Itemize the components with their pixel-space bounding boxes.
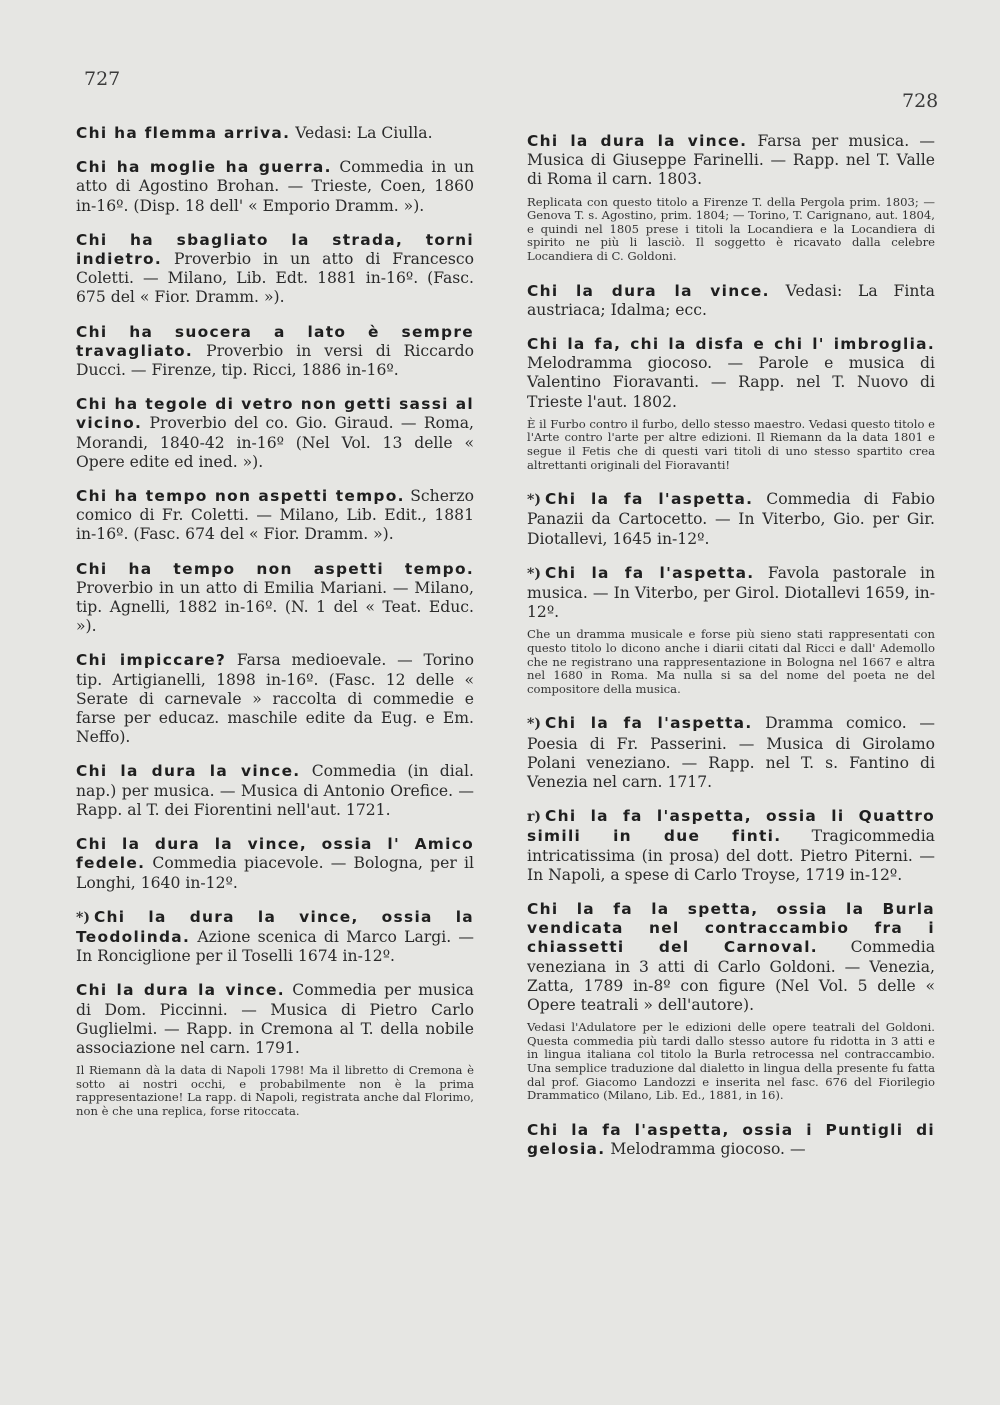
entry-body: Farsa per musica. — Musica di Giuseppe Farinelli. — Rapp. nel T. Valle di Roma il carn. 1803. [527,132,935,189]
entry-title: Chi ha tegole di vetro non getti sassi al vicino. [76,395,474,433]
entry-body: Proverbio in versi di Riccardo Ducci. — Firenze, tip. Ricci, 1886 in-16º. [76,341,474,380]
entry [76,231,474,308]
entry-body: Vedasi: La Finta austriaca; Idalma; ecc. [527,281,935,319]
entry-title: Chi la fa l'aspetta, ossia i Puntigli di gelosia. [527,1120,935,1158]
entry [527,564,935,623]
entry-body: Commedia veneziana in 3 atti di Carlo Goldoni. — Venezia, Zatta, 1789 in-8º con figure (Nel Vol. 5 delle « Opere teatrali » dell'autore). [527,938,935,1014]
entry-body: Scherzo comico di Fr. Coletti. — Milano, Lib. Edit., 1881 in-16º. (Fasc. 674 del « Fior. Dramm. »). [76,487,474,544]
entry-title: Chi la dura la vince. [76,981,285,1000]
entry-marker: *) [527,565,541,582]
page-number-left: 727 [84,68,121,90]
entry-marker: *) [527,716,541,733]
entry [527,132,935,190]
entry [527,490,935,549]
entry-title: Chi ha suocera a lato è sempre travagliato. [76,322,474,360]
entry-body: Commedia in un atto di Agostino Brohan. — Trieste, Coen, 1860 in-16º. (Disp. 18 dell' « Emporio Dramm. »). [76,158,474,215]
entry [527,900,935,1015]
entry [76,487,474,545]
entry-body: Commedia (in dial. nap.) per musica. — Musica di Antonio Orefice. — Rapp. al T. dei Fiorentini nell'aut. 1721. [76,762,474,819]
entry-body: Melodramma giocoso. — [605,1139,806,1158]
entry-body: Azione scenica di Marco Largi. — In Ronciglione per il Toselli 1674 in-12º. [76,927,474,966]
right-column [527,132,935,1174]
entry-title: Chi ha flemma arriva. [76,124,291,142]
entry [527,807,935,885]
entry-body: Commedia per musica di Dom. Piccinni. — Musica di Pietro Carlo Guglielmi. — Rapp. in Cremona al T. della nobile associazione nel carn. 1791. [76,981,474,1057]
entry-title: Chi la fa la spetta, ossia la Burla vendicata nel contraccambio fra i chiassetti del Carnoval. [527,899,935,957]
entry-body: Tragicommedia intricatissima (in prosa) del dott. Pietro Piterni. — In Napoli, a spese di Carlo Troyse, 1719 in-12º. [527,827,935,884]
entry-title: Chi ha moglie ha guerra. [76,158,332,177]
entry-body: Vedasi: La Ciulla. [290,124,433,142]
entry-title: Chi la fa l'aspetta. [544,490,754,509]
entry-title: Chi la fa l'aspetta. [544,714,753,733]
entry [76,835,474,893]
entry-note: Che un dramma musicale e forse più sieno stati rappresentati con questo titolo lo dicono anche i diarii citati dal Ricci e dall' Ademollo che ne registrano una rappresentazione in Bologna nel 1667 e altra nel 1680 in Roma. Ma nulla si sa del nome del poeta ne del compositore della musica. [527,627,935,696]
entry-note: Vedasi l'Adulatore per le edizioni delle opere teatrali del Goldoni. Questa commedia più tardi dallo stesso autore fu ridotta in 3 atti e in lingua italiana col titolo la Burla retrocessa nel contraccambio. Una semplice traduzione dal dialetto in lingua della presente fu fatta dal prof. Giacomo Landozzi e inserita nel fasc. 676 del Fiorilegio Drammatico (Milano, Lib. Ed., 1881, in 16). [527,1020,935,1103]
entry-title: Chi la fa, chi la disfa e chi l' imbroglia. [527,334,935,353]
entry-title: Chi ha tempo non aspetti tempo. [76,559,474,578]
entry-note: È il Furbo contro il furbo, dello stesso maestro. Vedasi questo titolo e l'Arte contro l'arte per altre edizioni. Il Riemann da la data 1801 e segue il Fetis che di questi vari titoli di uno stesso spartito crea altrettanti originali del Fioravanti! [527,416,935,472]
entry-body: Farsa medioevale. — Torino tip. Artigianelli, 1898 in-16º. (Fasc. 12 delle « Serate di carnevale » raccolta di commedie e farse per educaz. maschile edite da Eug. e Em. Neffo). [76,651,474,747]
entry [76,395,474,472]
entry [76,908,474,967]
entry-note: Il Riemann dà la data di Napoli 1798! Ma il libretto di Cremona è sotto ai nostri occhi, e probabilmente non è la prima rappresentazione! La rapp. di Napoli, registrata anche dal Florimo, non è che una replica, forse ritoccata. [76,1063,474,1118]
entry-body: Commedia piacevole. — Bologna, per il Longhi, 1640 in-12º. [76,854,474,892]
entry-body: Favola pastorale in musica. — In Viterbo, per Girol. Diotallevi 1659, in-12º. [527,563,936,622]
entry-title: Chi ha sbagliato la strada, torni indietro. [76,230,474,269]
entry [527,1121,935,1159]
entry [76,560,474,637]
entry-title: Chi la dura la vince. [527,132,748,150]
entry-title: Chi la dura la vince, ossia l' Amico fedele. [76,835,474,873]
entry-body: Dramma comico. — Poesia di Fr. Passerini. — Musica di Girolamo Polani veneziano. — Rapp. nel T. s. Fantino di Venezia nel carn. 1717. [527,714,935,791]
entry [527,335,935,412]
entry-title: Chi la fa l'aspetta. [544,563,755,582]
entry [76,981,474,1058]
entry-body: Proverbio del co. Gio. Giraud. — Roma, Morandi, 1840-42 in-16º (Nel Vol. 13 delle « Opere edite ed ined. »). [76,414,474,471]
entry [76,323,474,381]
entry-title: Chi impiccare? [76,651,227,670]
entry-title: Chi la dura la vince. [76,762,301,781]
entry [76,762,474,820]
entry-marker: *) [527,492,541,509]
entry-marker: r) [527,809,541,826]
entry-title: Chi ha tempo non aspetti tempo. [76,487,405,506]
entry-body: Commedia di Fabio Panazii da Cartocetto. — In Viterbo, Gio. per Gir. Diotallevi, 1645 in-12º. [527,490,935,548]
entry [76,124,474,143]
entry-body: Proverbio in un atto di Emilia Mariani. — Milano, tip. Agnelli, 1882 in-16º. (N. 1 del « Teat. Educ. »). [76,578,474,636]
entry-body: Melodramma giocoso. — Parole e musica di Valentino Fioravanti. — Rapp. nel T. Nuovo di Trieste l'aut. 1802. [527,354,935,411]
page-number-right: 728 [902,90,939,112]
entry [76,651,474,747]
entry-marker: *) [76,909,90,926]
entry-body: Proverbio in un atto di Francesco Coletti. — Milano, Lib. Edt. 1881 in-16º. (Fasc. 675 del « Fior. Dramm. »). [76,250,474,307]
entry-title: Chi la fa l'aspetta, ossia li Quattro simili in due finti. [527,807,935,846]
entry-title: Chi la dura la vince. [527,281,770,300]
entry-note: Replicata con questo titolo a Firenze T. della Pergola prim. 1803; — Genova T. s. Agostino, prim. 1804; — Torino, T. Carignano, aut. 1804, e quindi nel 1805 prese i titoli la Locandiera e la Locandiera di spirito ne più li lasciò. Il soggetto è ricavato dalla celebre Locandiera di C. Goldoni. [527,194,935,263]
entry-title: Chi la dura la vince, ossia la Teodolinda. [76,907,474,946]
entry [527,282,935,320]
entry [76,158,474,216]
left-column [76,124,474,1137]
entry [527,714,935,792]
